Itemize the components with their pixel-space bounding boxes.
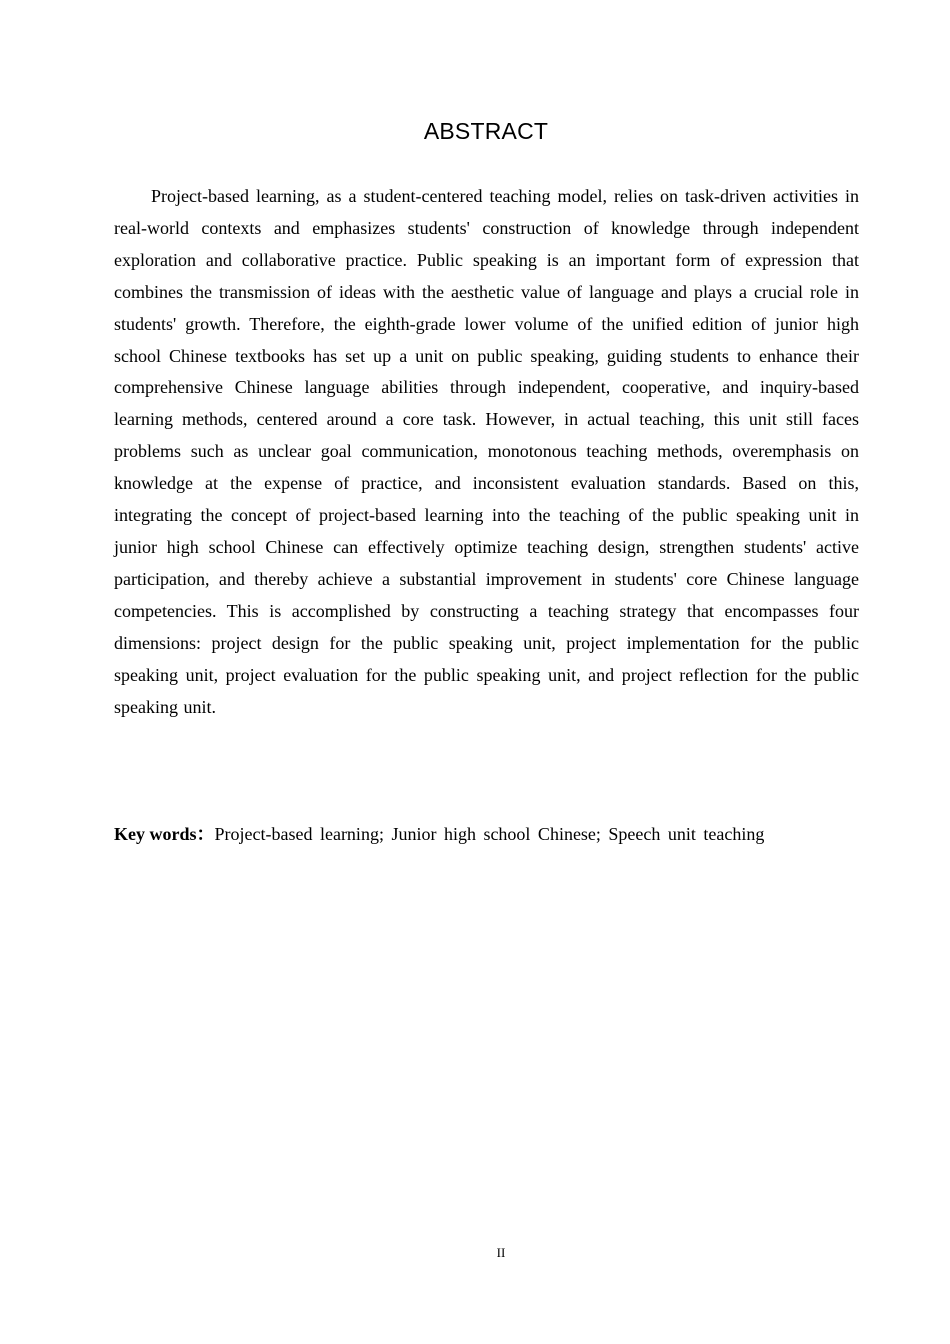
page-number: II (496, 1245, 506, 1260)
keywords-label: Key words： (114, 824, 215, 844)
keywords-text: Project-based learning; Junior high school Chinese; Speech unit teaching (214, 824, 765, 844)
abstract-paragraph: Project-based learning, as a student-centered teaching model, relies on task-driven activities in real-world contexts and emphasizes students' construction of knowledge through independent exploration and collaborative practice. Public speaking is an important form of expression that combines the transmission of ideas with the aesthetic value of language and plays a crucial role in students' growth. Therefore, the eighth-grade lower volume of the unified edition of junior high school Chinese textbooks has set up a unit on public speaking, guiding students to enhance their comprehensive Chinese language abilities through independent, cooperative, and inquiry-based learning methods, centered around a core task. However, in actual teaching, this unit still faces problems such as unclear goal communication, monotonous teaching methods, overemphasis on knowledge at the expense of practice, and inconsistent evaluation standards. Based on this, integrating the concept of project-based learning into the teaching of the public speaking unit in junior high school Chinese can effectively optimize teaching design, strengthen students' active participation, and thereby achieve a substantial improvement in students' core Chinese language competencies. This is accomplished by constructing a teaching strategy that encompasses four dimensions: project design for the public speaking unit, project implementation for the public speaking unit, project evaluation for the public speaking unit, and project reflection for the public speaking unit. (114, 186, 859, 717)
keywords-line (114, 819, 859, 850)
abstract-title: ABSTRACT (423, 118, 549, 144)
